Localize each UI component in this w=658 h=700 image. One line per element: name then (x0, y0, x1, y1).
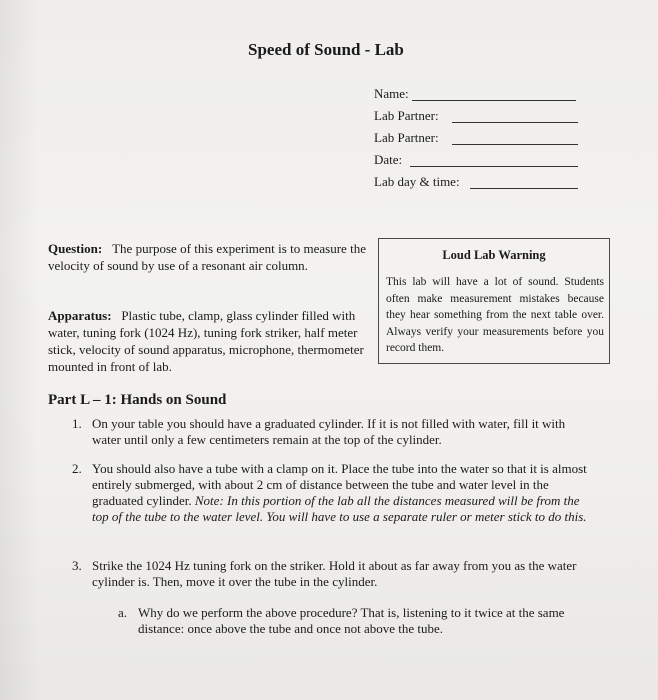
loud-lab-warning-box (378, 238, 610, 364)
lab-partner-2-label: Lab Partner: (374, 130, 439, 145)
apparatus-label: Apparatus: (48, 308, 112, 323)
part-heading: Part L – 1: Hands on Sound (48, 392, 227, 408)
warning-body: This lab will have a lot of sound. Students often make measurement mistakes because they hear something from the next table over. Always verify your measurements before you record them. (386, 276, 604, 354)
lab-partner-2-line[interactable] (452, 144, 578, 145)
warning-title: Loud Lab Warning (442, 248, 546, 262)
name-label: Name: (374, 86, 409, 101)
lab-day-time-label: Lab day & time: (374, 174, 460, 189)
lab-partner-1-label: Lab Partner: (374, 108, 439, 123)
lab-partner-1-line[interactable] (452, 122, 578, 123)
sub-item-text: Why do we perform the above procedure? That is, listening to it twice at the same distance: once above the tube and once not above the tube. (138, 605, 565, 636)
name-line[interactable] (412, 100, 576, 101)
lab-day-time-line[interactable] (470, 188, 578, 189)
list-item-number: 3. (72, 558, 82, 573)
apparatus-text: Plastic tube, clamp, glass cylinder filled with water, tuning fork (1024 Hz), tuning fork striker, half meter stick, velocity of sound apparatus, microphone, thermometer mounted in front of lab. (48, 308, 364, 374)
date-line[interactable] (410, 166, 578, 167)
question-label: Question: (48, 241, 103, 256)
list-item-number: 1. (72, 416, 82, 431)
list-item-text: You should also have a tube with a clamp on it. Place the tube into the water so that it is almost entirely submerged, with about 2 cm of distance between the tube and water level in the graduated cylinder. (92, 461, 587, 508)
list-item-text-block (92, 461, 590, 525)
list-item-note: Note: In this portion of the lab all the distances measured will be from the top of the tube to the water level. You will have to use a separate ruler or meter stick to do this. (92, 493, 587, 524)
question-text: The purpose of this experiment is to measure the velocity of sound by use of a resonant air column. (48, 241, 367, 273)
page-title: Speed of Sound - Lab (248, 40, 404, 59)
page-shadow (0, 0, 40, 700)
list-item-text: Strike the 1024 Hz tuning fork on the striker. Hold it about as far away from you as the water cylinder is. Then, move it over the tube in the cylinder. (92, 558, 577, 589)
apparatus-paragraph (48, 307, 366, 375)
sub-item-letter: a. (118, 605, 128, 620)
date-label: Date: (374, 152, 403, 167)
list-item-number: 2. (72, 461, 82, 476)
question-paragraph (48, 240, 366, 274)
list-item-text: On your table you should have a graduated cylinder. If it is not filled with water, fill it with water until only a few centimeters remain at the top of the cylinder. (92, 416, 566, 447)
